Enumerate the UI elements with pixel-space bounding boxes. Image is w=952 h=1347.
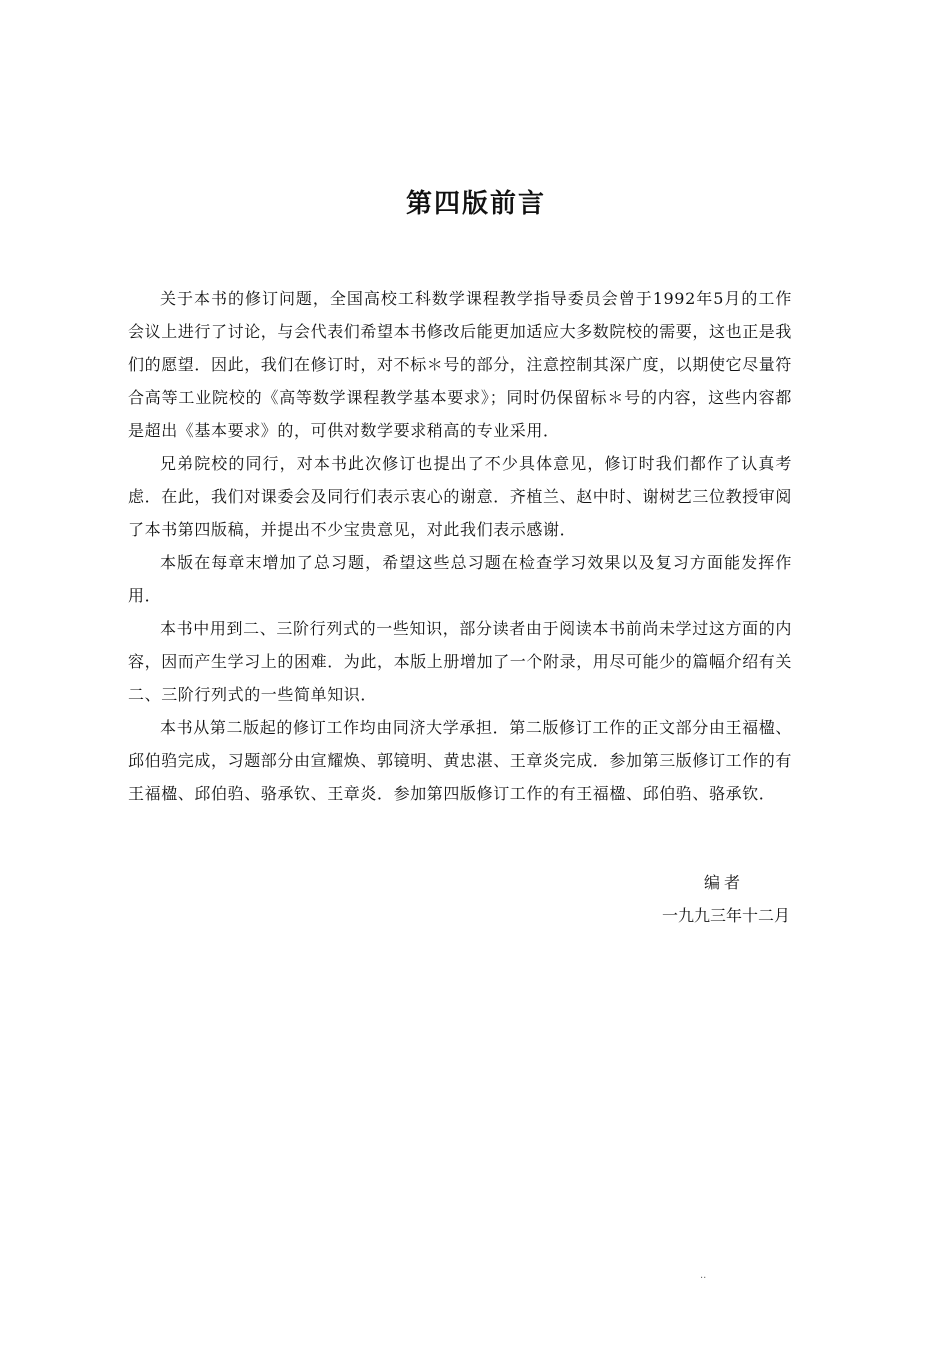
paragraph-revision-credits: 本书从第二版起的修订工作均由同济大学承担．第二版修订工作的正文部分由王福楹、邱伯驺完成，习题部分由宣耀焕、郭镜明、黄忠湛、王章炎完成．参加第三版修订工作的有王福楹、邱伯驺、骆承钦、王章炎．参加第四版修订工作的有王福楹、邱伯驺、骆承钦．	[128, 718, 793, 803]
preface-body	[128, 282, 792, 810]
paragraph-acknowledgements: 兄弟院校的同行，对本书此次修订也提出了不少具体意见，修订时我们都作了认真考虑．在此，我们对课委会及同行们表示衷心的谢意．齐植兰、赵中时、谢树艺三位教授审阅了本书第四版稿，并提出不少宝贵意见，对此我们表示感谢．	[128, 454, 793, 539]
signature-author: 编者	[703, 873, 744, 892]
paragraph-determinant-appendix: 本书中用到二、三阶行列式的一些知识，部分读者由于阅读本书前尚未学过这方面的内容，因而产生学习上的困难．为此，本版上册增加了一个附录，用尽可能少的篇幅介绍有关二、三阶行列式的一些简单知识．	[128, 619, 793, 704]
page-mark: ..	[700, 1270, 707, 1281]
paragraph-revision-background: 关于本书的修订问题，全国高校工科数学课程教学指导委员会曾于1992年5月的工作会议上进行了讨论，与会代表们希望本书修改后能更加适应大多数院校的需要，这也正是我们的愿望．因此，我们在修订时，对不标＊号的部分，注意控制其深广度，以期使它尽量符合高等工业院校的《高等数学课程教学基本要求》；同时仍保留标＊号的内容，这些内容都是超出《基本要求》的，可供对数学要求稍高的专业采用．	[128, 289, 793, 440]
paragraph-review-exercises: 本版在每章末增加了总习题，希望这些总习题在检查学习效果以及复习方面能发挥作用．	[128, 553, 792, 605]
signature-date: 一九九三年十二月	[661, 906, 790, 925]
page-title: 第四版前言	[405, 189, 546, 219]
signature-block	[600, 866, 790, 932]
